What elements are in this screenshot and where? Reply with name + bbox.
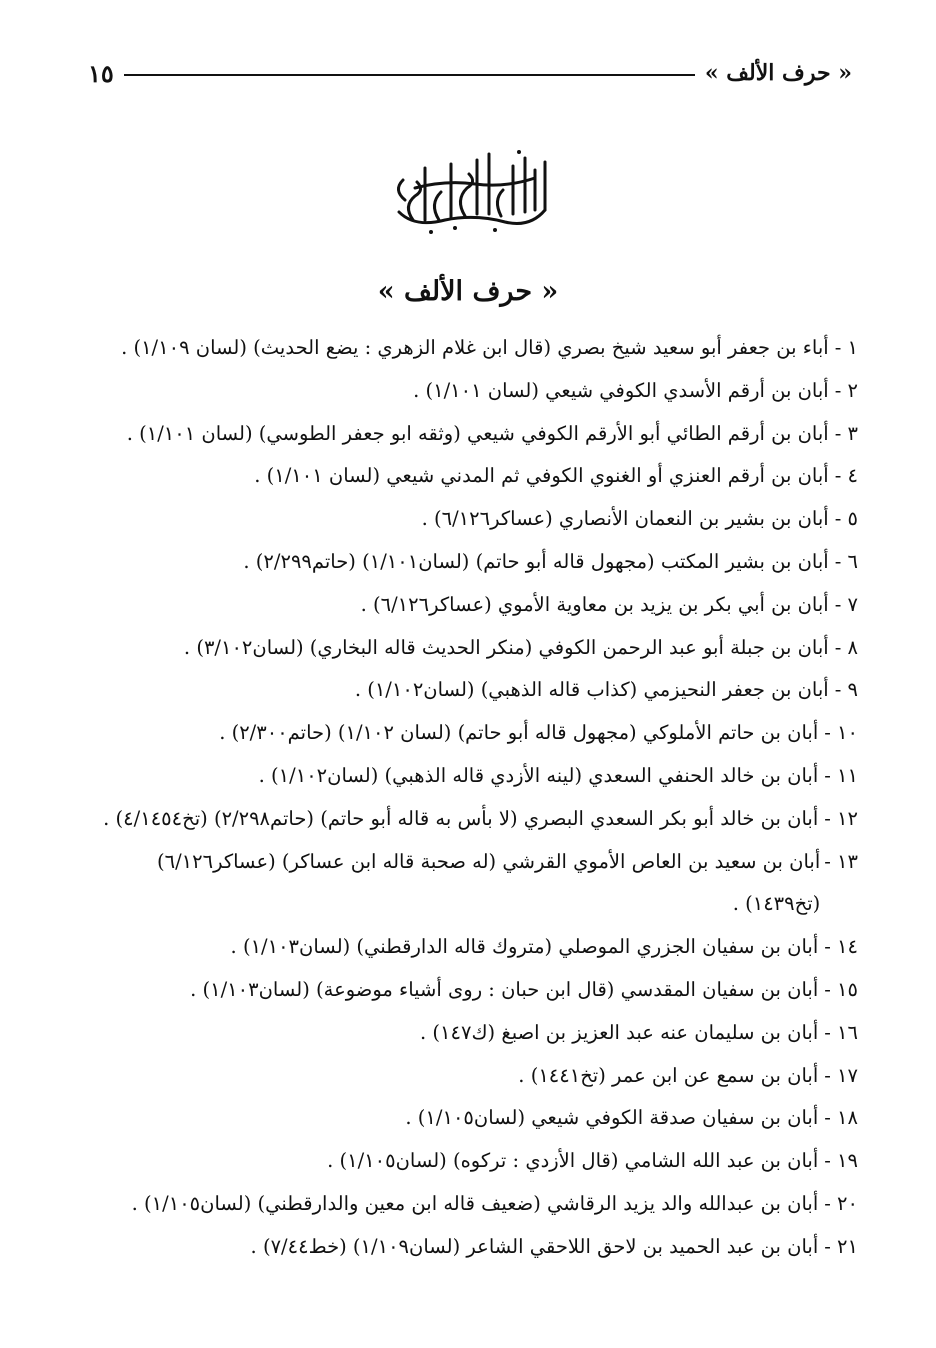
entry-text: أبان بن أرقم الأسدي الكوفي شيعي (لسان ١/١٠١) . — [413, 378, 829, 402]
entry-text: أبان بن خالد أبو بكر السعدي البصري (لا بأس به قاله أبو حاتم) (حاتم٢/٢٩٨) (تخ٤/١٤٥٤) . — [103, 806, 819, 830]
entry-number: ٥ - — [834, 507, 858, 531]
entry-text: أبان بن بشير بن النعمان الأنصاري (عساكر٦/١٢٦) . — [421, 507, 829, 531]
list-item — [78, 413, 858, 456]
list-item — [78, 455, 858, 498]
list-item — [78, 584, 858, 627]
entry-number: ٢٠ - — [824, 1191, 858, 1215]
entry-text: أبان بن سفيان الجزري الموصلي (متروك قاله الدارقطني) (لسان١/١٠٣) . — [230, 935, 819, 959]
entry-text: أبان بن عبدالله والد يزيد الرقاشي (ضعيف قاله ابن معين والدارقطني) (لسان١/١٠٥) . — [131, 1191, 819, 1215]
entry-text: أبان بن بشير المكتب (مجهول قاله أبو حاتم) (لسان١/١٠١) (حاتم٢/٢٩٩) . — [243, 549, 829, 573]
list-item — [78, 1055, 858, 1098]
list-item — [78, 1226, 858, 1269]
list-item — [78, 755, 858, 798]
list-item — [78, 669, 858, 712]
list-item — [78, 370, 858, 413]
entry-number: ١ - — [834, 336, 858, 359]
entry-number: ٢ - — [834, 378, 858, 402]
list-item — [78, 712, 858, 755]
entry-text: أبان بن سمع عن ابن عمر (تخ١٤٤١) . — [518, 1063, 819, 1087]
entry-text: أبان بن أرقم الطائي أبو الأرقم الكوفي شيعي (وثقه ابو جعفر الطوسي) (لسان ١/١٠١) . — [126, 421, 829, 445]
entry-list — [78, 327, 858, 1269]
list-item — [78, 541, 858, 584]
list-item — [78, 1097, 858, 1140]
entry-number: ١٥ - — [824, 977, 858, 1001]
header-rule — [124, 74, 695, 76]
entry-text: أبان بن عبد الحميد بن لاحق اللاحقي الشاعر (لسان١/١٠٩) (خط٧/٤٤) . — [250, 1234, 819, 1258]
entry-number: ٤ - — [834, 464, 858, 488]
entry-number: ١٣ - — [824, 849, 858, 873]
entry-number: ١٧ - — [824, 1063, 858, 1087]
entry-number: ١٠ - — [824, 721, 858, 745]
entry-number: ١٦ - — [824, 1020, 858, 1044]
entry-number: ٧ - — [834, 592, 858, 616]
entry-text: أباء بن جعفر أبو سعيد شيخ بصري (قال ابن غلام الزهري : يضع الحديث) (لسان ١/١٠٩) . — [121, 336, 829, 359]
list-item — [78, 1183, 858, 1226]
entry-text: أبان بن حاتم الأملوكي (مجهول قاله أبو حاتم) (لسان ١/١٠٢) (حاتم٢/٣٠٠) . — [219, 721, 819, 745]
entry-number: ١٤ - — [824, 935, 858, 959]
entry-text: أبان بن جبلة أبو عبد الرحمن الكوفي (منكر الحديث قاله البخاري) (لسان٣/١٠٢) . — [183, 635, 829, 659]
entry-text: أبان بن سفيان المقدسي (قال ابن حبان : روى أشياء موضوعة) (لسان١/١٠٣) . — [190, 977, 819, 1001]
chapter-title: « حرف الألف » — [377, 276, 559, 307]
basmala-calligraphy-image — [385, 140, 557, 238]
entry-text: أبان بن جعفر النحيزمي (كذاب قاله الذهبي) (لسان١/١٠٢) . — [354, 678, 829, 702]
list-item — [78, 969, 858, 1012]
entry-number: ١٢ - — [824, 806, 858, 830]
entry-number: ١٩ - — [824, 1149, 858, 1173]
list-item — [78, 798, 858, 841]
running-header — [88, 52, 852, 94]
list-item — [78, 498, 858, 541]
list-item — [78, 327, 858, 370]
entry-number: ٨ - — [834, 635, 858, 659]
entry-text: أبان بن عبد الله الشامي (قال الأزدي : تركوه) (لسان١/١٠٥) . — [327, 1149, 819, 1173]
list-item — [78, 627, 858, 670]
list-item — [78, 1140, 858, 1183]
entry-number: ١١ - — [824, 763, 858, 787]
entry-number: ٢١ - — [824, 1234, 858, 1258]
list-item — [78, 841, 858, 927]
entry-number: ٩ - — [834, 678, 858, 702]
page-number: ١٥ — [88, 58, 114, 88]
list-item — [78, 1012, 858, 1055]
entry-number: ١٨ - — [824, 1106, 858, 1130]
entry-text: أبان بن أرقم العنزي أو الغنوي الكوفي ثم المدني شيعي (لسان ١/١٠١) . — [254, 464, 829, 488]
entry-text: أبان بن سليمان عنه عبد العزيز بن اصبغ (ك١٤٧) . — [420, 1020, 819, 1044]
list-item — [78, 926, 858, 969]
entry-number: ٣ - — [834, 421, 858, 445]
entry-text: أبان بن سفيان صدقة الكوفي شيعي (لسان١/١٠٥) . — [405, 1106, 819, 1130]
basmala-calligraphy — [385, 140, 557, 238]
entry-number: ٦ - — [834, 549, 858, 573]
entry-text: أبان بن أبي بكر بن يزيد بن معاوية الأموي (عساكر٦/١٢٦) . — [360, 592, 829, 616]
entry-text: أبان بن خالد الحنفي السعدي (لينه الأزدي قاله الذهبي) (لسان١/١٠٢) . — [258, 763, 819, 787]
entry-text: أبان بن سعيد بن العاص الأموي القرشي (له صحبة قاله ابن عساكر) (عساكر٦/١٢٦) (تخ١٤٣٩) . — [157, 849, 821, 916]
header-title: « حرف الألف » — [704, 60, 852, 86]
